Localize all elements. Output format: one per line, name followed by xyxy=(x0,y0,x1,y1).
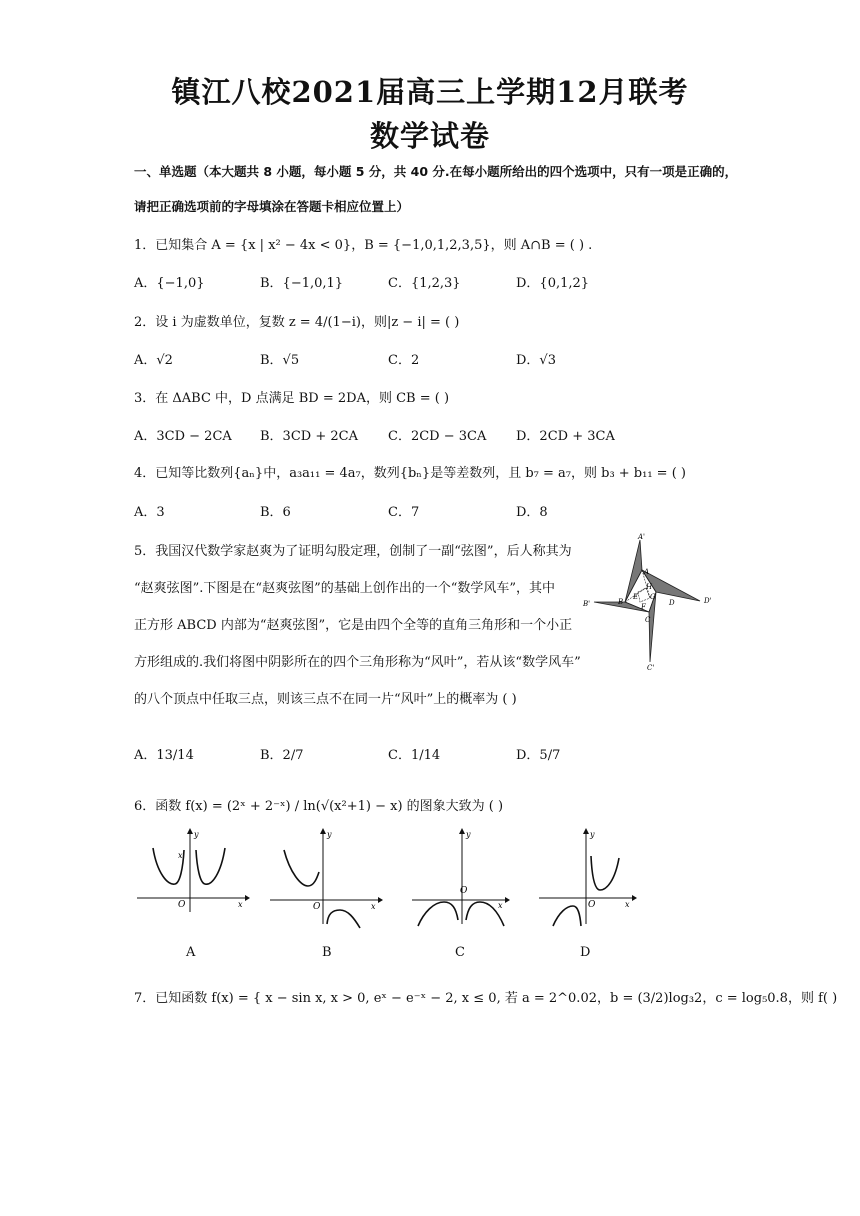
label-a: A xyxy=(644,568,650,576)
question-2-stem: 2．设 i 为虚数单位，复数 z = 4/(1−i)，则|z − i| = ( ) xyxy=(134,315,460,330)
question-1-option-b: B．{−1,0,1} xyxy=(260,276,344,291)
graph-a-label: A xyxy=(186,945,196,960)
svg-text:y: y xyxy=(590,830,595,839)
graph-d xyxy=(537,828,637,928)
svg-text:y: y xyxy=(466,830,471,839)
graph-c xyxy=(410,828,510,928)
label-d-prime: D' xyxy=(704,597,712,605)
question-2-option-b: B．√5 xyxy=(260,353,300,368)
question-2-option-c: C．2 xyxy=(388,353,420,368)
question-3-option-d: D．2CD + 3CA xyxy=(516,429,615,444)
question-4-option-a: A．3 xyxy=(134,505,165,520)
svg-text:x: x xyxy=(371,902,376,911)
label-g: G xyxy=(650,593,656,601)
label-h: H xyxy=(646,583,653,591)
question-2-option-d: D．√3 xyxy=(516,353,556,368)
svg-text:O: O xyxy=(313,902,321,912)
svg-text:O: O xyxy=(588,900,596,910)
question-1-stem: 1．已知集合 A = {x | x² − 4x < 0}，B = {−1,0,1,2,3,5}，则 A∩B = ( ) . xyxy=(134,238,593,253)
section-header-line1: 一、单选题（本大题共 8 小题，每小题 5 分，共 40 分.在每小题所给出的四个选项中，只有一项是正确的， xyxy=(134,164,738,179)
question-1-option-a: A．{−1,0} xyxy=(134,276,205,291)
question-4-stem: 4．已知等比数列{aₙ}中，a₃a₁₁ = 4a₇，数列{bₙ}是等差数列，且 b₇ = a₇，则 b₃ + b₁₁ = ( ) xyxy=(134,466,686,481)
question-3-option-c: C．2CD − 3CA xyxy=(388,429,487,444)
question-5-option-c: C．1/14 xyxy=(388,748,441,763)
section-header-line2: 请把正确选项前的字母填涂在答题卡相应位置上） xyxy=(134,199,410,214)
svg-text:x: x xyxy=(178,851,183,860)
svg-text:x: x xyxy=(498,901,503,910)
question-5-line-5: 的八个顶点中任取三点，则该三点不在同一片“风叶”上的概率为 ( ) xyxy=(134,692,517,707)
svg-text:O: O xyxy=(178,900,186,910)
svg-text:x: x xyxy=(625,900,630,909)
graph-d-label: D xyxy=(580,945,591,960)
question-1-option-d: D．{0,1,2} xyxy=(516,276,590,291)
svg-text:x: x xyxy=(238,900,243,909)
question-5-line-1: 5．我国汉代数学家赵爽为了证明勾股定理，创制了一副“弦图”，后人称其为 xyxy=(134,544,572,559)
question-5-line-3: 正方形 ABCD 内部为“赵爽弦图”，它是由四个全等的直角三角形和一个小正 xyxy=(134,618,573,633)
label-d: D xyxy=(669,599,675,607)
question-6-stem: 6．函数 f(x) = (2ˣ + 2⁻ˣ) / ln(√(x²+1) − x) 的图象大致为 ( ) xyxy=(134,799,504,814)
question-3-option-b: B．3CD + 2CA xyxy=(260,429,358,444)
exam-subtitle: 数学试卷 xyxy=(369,119,490,153)
graph-b-label: B xyxy=(322,945,332,960)
label-a-prime: A' xyxy=(638,533,645,541)
svg-text:y: y xyxy=(194,830,199,839)
label-c: C xyxy=(645,616,651,624)
graph-a xyxy=(135,828,250,913)
pinwheel-figure xyxy=(580,532,720,672)
label-f: F xyxy=(641,603,646,611)
question-4-option-c: C．7 xyxy=(388,505,420,520)
label-b-prime: B' xyxy=(583,600,591,608)
question-5-option-d: D．5/7 xyxy=(516,748,561,763)
label-c-prime: C' xyxy=(647,664,655,672)
svg-text:O: O xyxy=(460,886,468,896)
exam-title: 镇江八校2021届高三上学期12月联考 xyxy=(171,75,689,109)
question-5-line-4: 方形组成的.我们将图中阴影所在的四个三角形称为“风叶”，若从该“数学风车” xyxy=(134,655,581,670)
question-5-option-b: B．2/7 xyxy=(260,748,304,763)
label-b: B xyxy=(618,598,624,606)
question-5-option-a: A．13/14 xyxy=(134,748,194,763)
question-4-option-b: B．6 xyxy=(260,505,291,520)
question-7-stem: 7．已知函数 f(x) = { x − sin x, x > 0, eˣ − e⁻ˣ − 2, x ≤ 0, 若 a = 2^0.02，b = (3/2)log₃2，c = log₅0.8，则 f( ) xyxy=(134,991,838,1006)
question-3-stem: 3．在 ΔABC 中，D 点满足 BD = 2DA，则 CB = ( ) xyxy=(134,391,450,406)
question-4-option-d: D．8 xyxy=(516,505,548,520)
svg-text:y: y xyxy=(327,830,332,839)
question-2-option-a: A．√2 xyxy=(134,353,173,368)
question-1-option-c: C．{1,2,3} xyxy=(388,276,461,291)
graph-c-label: C xyxy=(455,945,465,960)
graph-b xyxy=(268,828,383,928)
label-e: E xyxy=(633,593,639,601)
question-5-line-2: “赵爽弦图”.下图是在“赵爽弦图”的基础上创作出的一个“数学风车”，其中 xyxy=(134,581,556,596)
question-3-option-a: A．3CD − 2CA xyxy=(134,429,232,444)
